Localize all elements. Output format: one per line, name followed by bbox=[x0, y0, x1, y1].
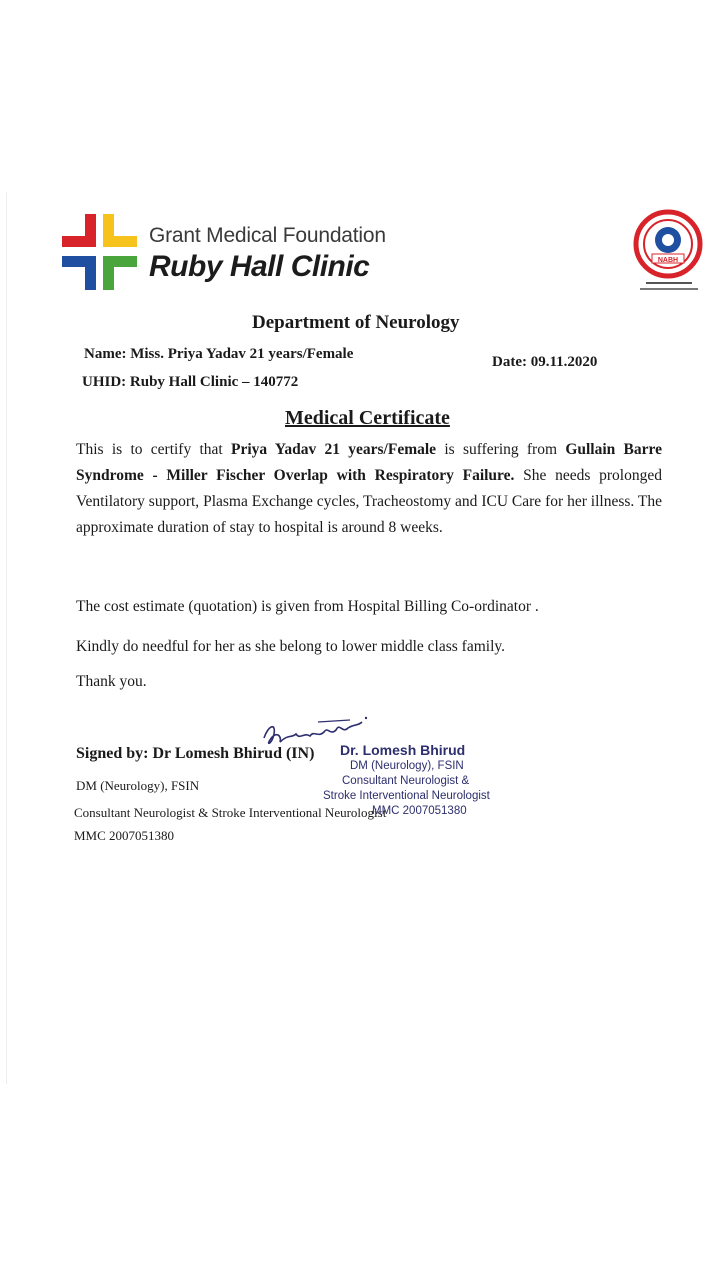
signer-registration: MMC 2007051380 bbox=[74, 828, 175, 843]
department-title: Department of Neurology bbox=[252, 312, 460, 333]
nabh-accreditation-seal bbox=[630, 208, 708, 298]
signed-by: Signed by: Dr Lomesh Bhirud (IN) bbox=[76, 745, 315, 762]
stamp-line-4: MMC 2007051380 bbox=[372, 805, 467, 817]
p1-diagnosis: Gullain Barre Syndrome - Miller Fischer Overlap with Respiratory Failure. bbox=[76, 441, 663, 484]
p1-link: is suffering from bbox=[436, 441, 566, 458]
p1-treatment: She needs prolonged Ventilatory support, Plasma Exchange cycles, Tracheostomy and ICU Care for her illness. The approximate duration of stay to hospital is around 8 weeks. bbox=[76, 467, 662, 536]
patient-name: Name: Miss. Priya Yadav 21 years/Female bbox=[84, 346, 354, 362]
stamp-name: Dr. Lomesh Bhirud bbox=[340, 742, 466, 758]
signer-designation: Consultant Neurologist & Stroke Interventional Neurologist bbox=[74, 805, 387, 820]
certificate-date: Date: 09.11.2020 bbox=[492, 354, 598, 370]
p1-patient: Priya Yadav 21 years/Female bbox=[231, 441, 437, 458]
certificate-paragraph-3: Kindly do needful for her as she belong to lower middle class family. bbox=[76, 638, 506, 655]
patient-uhid: UHID: Ruby Hall Clinic – 140772 bbox=[82, 374, 299, 390]
signer-qualification: DM (Neurology), FSIN bbox=[76, 778, 200, 793]
stamp-line-3: Stroke Interventional Neurologist bbox=[323, 790, 490, 802]
org-name-line2: Ruby Hall Clinic bbox=[149, 250, 370, 283]
org-name-line1: Grant Medical Foundation bbox=[149, 224, 386, 247]
certificate-paragraph-1 bbox=[76, 437, 662, 541]
nabh-label: NABH bbox=[657, 257, 679, 264]
certificate-title: Medical Certificate bbox=[285, 407, 450, 429]
p1-intro: This is to certify that bbox=[76, 441, 232, 458]
stamp-line-2: Consultant Neurologist & bbox=[342, 775, 470, 787]
hospital-cross-logo bbox=[62, 214, 144, 290]
certificate-thanks: Thank you. bbox=[76, 673, 147, 690]
certificate-paragraph-2: The cost estimate (quotation) is given from Hospital Billing Co-ordinator . bbox=[76, 598, 539, 615]
stamp-line-1: DM (Neurology), FSIN bbox=[350, 760, 464, 772]
